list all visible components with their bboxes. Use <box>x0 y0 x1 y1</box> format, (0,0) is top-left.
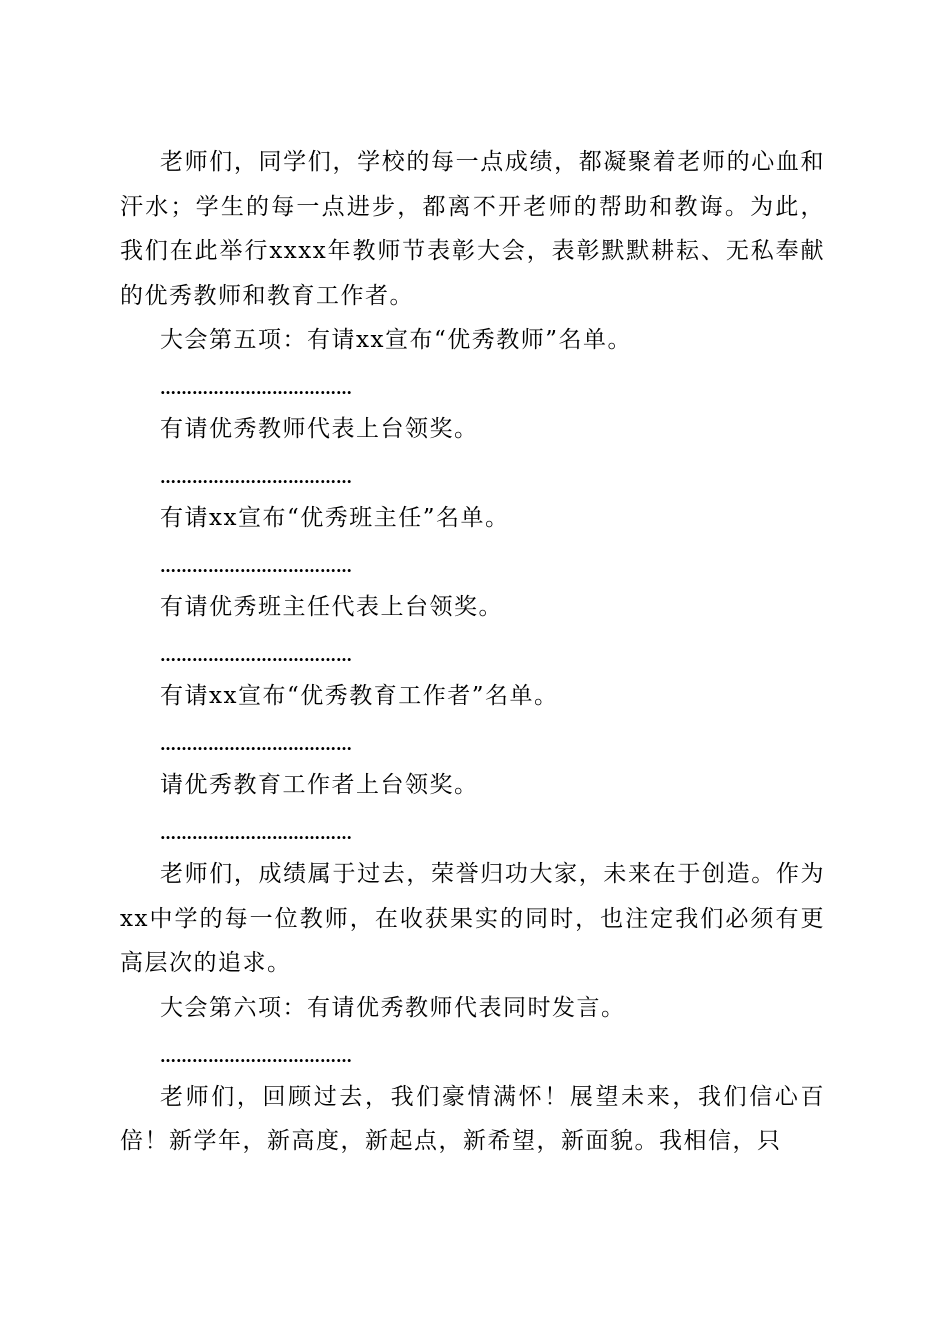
document-page <box>120 140 825 1164</box>
line-announce-worker: 有请xx宣布“优秀教育工作者”名单。 <box>160 683 559 709</box>
line-announce-headteacher: 有请xx宣布“优秀班主任”名单。 <box>160 505 510 531</box>
ellipsis-divider: ……………………………… <box>160 557 352 576</box>
agenda-item-five: 大会第五项：有请xx宣布“优秀教师”名单。 <box>160 327 632 353</box>
paragraph-future: 老师们，成绩属于过去，荣誉归功大家，未来在于创造。作为xx中学的每一位教师，在收获果实的同时，也注定我们必须有更高层次的追求。 <box>120 861 825 976</box>
agenda-item-six: 大会第六项：有请优秀教师代表同时发言。 <box>160 994 626 1021</box>
ellipsis-divider: ……………………………… <box>160 1046 352 1066</box>
line-award-headteacher: 有请优秀班主任代表上台领奖。 <box>160 594 503 620</box>
ellipsis-divider: ……………………………… <box>160 735 352 754</box>
ellipsis-divider: ……………………………… <box>160 824 352 843</box>
paragraph-closing: 老师们，回顾过去，我们豪情满怀！展望未来，我们信心百倍！新学年，新高度，新起点，新希望，新面貌。我相信，只 <box>120 1083 825 1154</box>
ellipsis-divider: ……………………………… <box>160 646 352 665</box>
ellipsis-divider: ……………………………… <box>160 468 352 487</box>
line-award-teacher: 有请优秀教师代表上台领奖。 <box>160 416 479 442</box>
line-award-worker: 请优秀教育工作者上台领奖。 <box>160 772 479 798</box>
paragraph-opening: 老师们，同学们，学校的每一点成绩，都凝聚着老师的心血和汗水；学生的每一点进步，都离不开老师的帮助和教诲。为此，我们在此举行xxxx年教师节表彰大会，表彰默默耕耘、无私奉献的优秀教师和教育工作者。 <box>120 149 825 309</box>
ellipsis-divider: ……………………………… <box>160 379 352 398</box>
